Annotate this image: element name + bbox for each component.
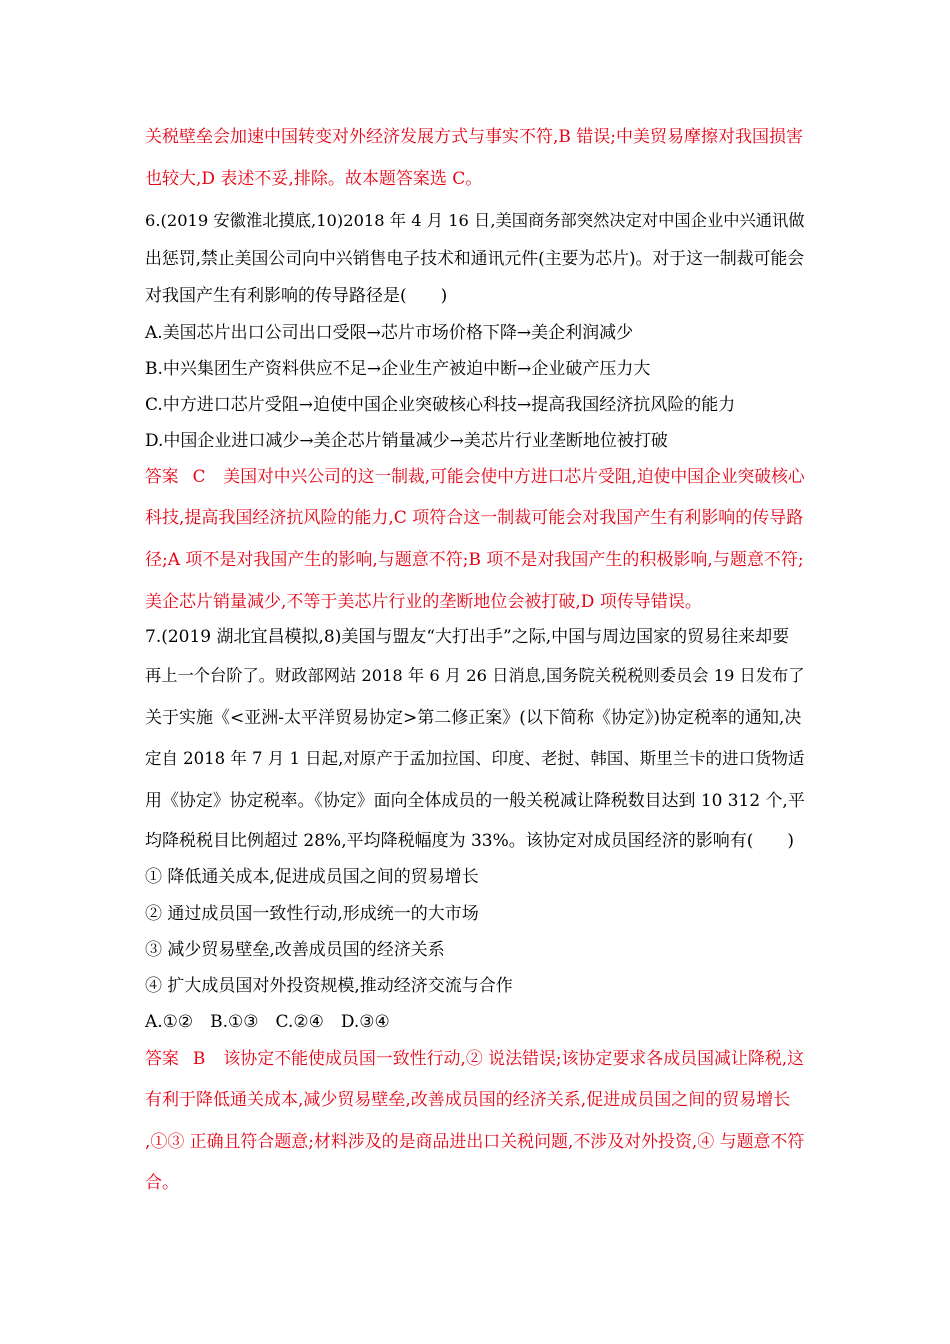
q6-stem-line-2: 出惩罚,禁止美国公司向中兴销售电子技术和通讯元件(主要为芯片)。对于这一制裁可能会 (145, 248, 805, 268)
q6-option-c: C.中方进口芯片受阻→迫使中国企业突破核心科技→提高我国经济抗风险的能力 (145, 395, 736, 415)
q7-stem-line-1: 7.(2019 湖北宜昌模拟,8)美国与盟友“大打出手”之际,中国与周边国家的贸易往来却要 (145, 627, 790, 647)
q7-answer-line-3: ,①③ 正确且符合题意;材料涉及的是商品进出口关税问题,不涉及对外投资,④ 与题意不符 (145, 1131, 805, 1151)
q7-answer-line-4: 合。 (145, 1173, 179, 1193)
q7-answer-line-2: 有利于降低通关成本,减少贸易壁垒,改善成员国的经济关系,促进成员国之间的贸易增长 (145, 1090, 791, 1110)
prev-answer-line-2: 也较大,D 表述不妥,排除。故本题答案选 C。 (145, 169, 483, 189)
q7-item-2: ② 通过成员国一致性行动,形成统一的大市场 (145, 904, 479, 924)
q6-answer-line-3: 径;A 项不是对我国产生的影响,与题意不符;B 项不是对我国产生的积极影响,与题意不符; (145, 550, 804, 570)
q7-item-4: ④ 扩大成员国对外投资规模,推动经济交流与合作 (145, 976, 513, 996)
q6-answer-label: 答案 (145, 466, 179, 486)
q6-option-d: D.中国企业进口减少→美企芯片销量减少→美芯片行业垄断地位被打破 (145, 431, 668, 451)
q7-answer-choice: B (192, 1048, 206, 1068)
q6-answer-text: 美国对中兴公司的这一制裁,可能会使中方进口芯片受阻,迫使中国企业突破核心 (223, 466, 805, 486)
q7-stem-line-6: 均降税税目比例超过 28%,平均降税幅度为 33%。该协定对成员国经济的影响有( ) (145, 831, 795, 851)
q7-answer-text: 该协定不能使成员国一致性行动,② 说法错误;该协定要求各成员国减让降税,这 (223, 1048, 805, 1068)
q6-option-b: B.中兴集团生产资料供应不足→企业生产被迫中断→企业破产压力大 (145, 359, 651, 379)
q7-answer-line-1 (145, 1047, 804, 1069)
q7-stem-line-2: 再上一个台阶了。财政部网站 2018 年 6 月 26 日消息,国务院关税税则委员会 19 日发布了 (145, 666, 805, 685)
q6-stem-line-3: 对我国产生有利影响的传导路径是( ) (145, 286, 448, 306)
q6-stem-line-1: 6.(2019 安徽淮北摸底,10)2018 年 4 月 16 日,美国商务部突然决定对中国企业中兴通讯做 (145, 211, 805, 230)
q6-answer-choice: C (192, 466, 206, 486)
q7-stem-line-5: 用《协定》协定税率。《协定》面向全体成员的一般关税减让降税数目达到 10 312 个,平 (145, 790, 805, 810)
q7-stem-line-4: 定自 2018 年 7 月 1 日起,对原产于孟加拉国、印度、老挝、韩国、斯里兰卡的进口货物适 (145, 749, 805, 768)
q7-item-1: ① 降低通关成本,促进成员国之间的贸易增长 (145, 867, 479, 887)
q7-item-3: ③ 减少贸易壁垒,改善成员国的经济关系 (145, 940, 445, 960)
q6-option-a: A.美国芯片出口公司出口受限→芯片市场价格下降→美企利润减少 (145, 323, 634, 343)
q6-answer-line-2: 科技,提高我国经济抗风险的能力,C 项符合这一制裁可能会对我国产生有利影响的传导路 (145, 508, 804, 528)
q6-answer-line-4: 美企芯片销量减少,不等于美芯片行业的垄断地位会被打破,D 项传导错误。 (145, 592, 702, 612)
q7-answer-label: 答案 (145, 1048, 179, 1068)
q6-answer-line-1 (145, 465, 805, 487)
q7-options: A.①② B.①③ C.②④ D.③④ (145, 1012, 390, 1032)
q7-stem-line-3: 关于实施《<亚洲-太平洋贸易协定>第二修正案》(以下简称《协定》)协定税率的通知,决 (145, 708, 802, 728)
prev-answer-line-1: 关税壁垒会加速中国转变对外经济发展方式与事实不符,B 错误;中美贸易摩擦对我国损害 (145, 127, 804, 147)
